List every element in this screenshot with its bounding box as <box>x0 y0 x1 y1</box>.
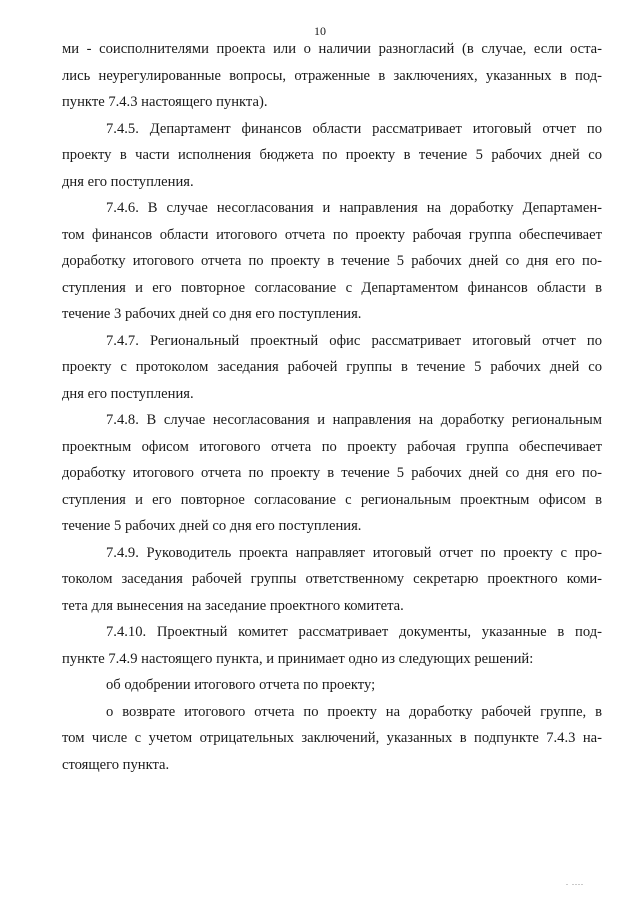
document-body <box>62 36 602 778</box>
text-line: течение 5 рабочих дней со дня его поступления. <box>62 518 362 534</box>
text-line: 7.4.5. Департамент финансов области рассматривает итоговый отчет по <box>106 120 602 137</box>
text-line: том числе с учетом отрицательных заключений, указанных в подпункте 7.4.3 на- <box>62 730 602 746</box>
text-line: 7.4.8. В случае несогласования и направления на доработку региональным <box>106 412 602 428</box>
text-line: тета для вынесения на заседание проектного комитета. <box>62 597 404 614</box>
scan-artifact-mark: . .... <box>566 878 584 887</box>
text-line: том финансов области итогового отчета по проекту рабочая группа обеспечивает <box>62 226 602 243</box>
text-line: дня его поступления. <box>62 173 194 190</box>
page-number: 10 <box>314 24 326 38</box>
text-line: стоящего пункта. <box>62 756 170 773</box>
text-line: о возврате итогового отчета по проекту на доработку рабочей группе, в <box>106 703 602 720</box>
text-line: 7.4.10. Проектный комитет рассматривает документы, указанные в под- <box>106 624 602 640</box>
text-line: проектным офисом итогового отчета по проекту рабочая группа обеспечивает <box>62 438 602 455</box>
text-line: ступления и его повторное согласование с Департаментом финансов области в <box>62 279 602 296</box>
text-line: доработку итогового отчета по проекту в течение 5 рабочих дней со дня его по- <box>62 465 602 481</box>
text-line: токолом заседания рабочей группы ответственному секретарю проектного коми- <box>62 571 602 587</box>
text-line: проекту в части исполнения бюджета по проекту в течение 5 рабочих дней со <box>62 147 602 163</box>
text-line: ми - соисполнителями проекта или о наличии разногласий (в случае, если оста- <box>62 41 602 57</box>
text-line: лись неурегулированные вопросы, отраженные в заключениях, указанных в под- <box>62 67 602 84</box>
text-line: 7.4.9. Руководитель проекта направляет итоговый отчет по проекту с про- <box>106 544 602 561</box>
text-line: об одобрении итогового отчета по проекту; <box>106 677 376 693</box>
text-line: 7.4.6. В случае несогласования и направления на доработку Департамен- <box>106 200 602 216</box>
text-line: пункте 7.4.3 настоящего пункта). <box>62 94 268 110</box>
text-line: пункте 7.4.9 настоящего пункта, и принимает одно из следующих решений: <box>62 650 534 667</box>
text-line: проекту с протоколом заседания рабочей группы в течение 5 рабочих дней со <box>62 359 602 375</box>
text-line: 7.4.7. Региональный проектный офис рассматривает итоговый отчет по <box>106 332 602 349</box>
text-line: ступления и его повторное согласование с региональным проектным офисом в <box>62 491 602 508</box>
text-line: доработку итогового отчета по проекту в течение 5 рабочих дней со дня его по- <box>62 253 602 269</box>
text-line: дня его поступления. <box>62 385 194 402</box>
text-line: течение 3 рабочих дней со дня его поступления. <box>62 306 362 322</box>
